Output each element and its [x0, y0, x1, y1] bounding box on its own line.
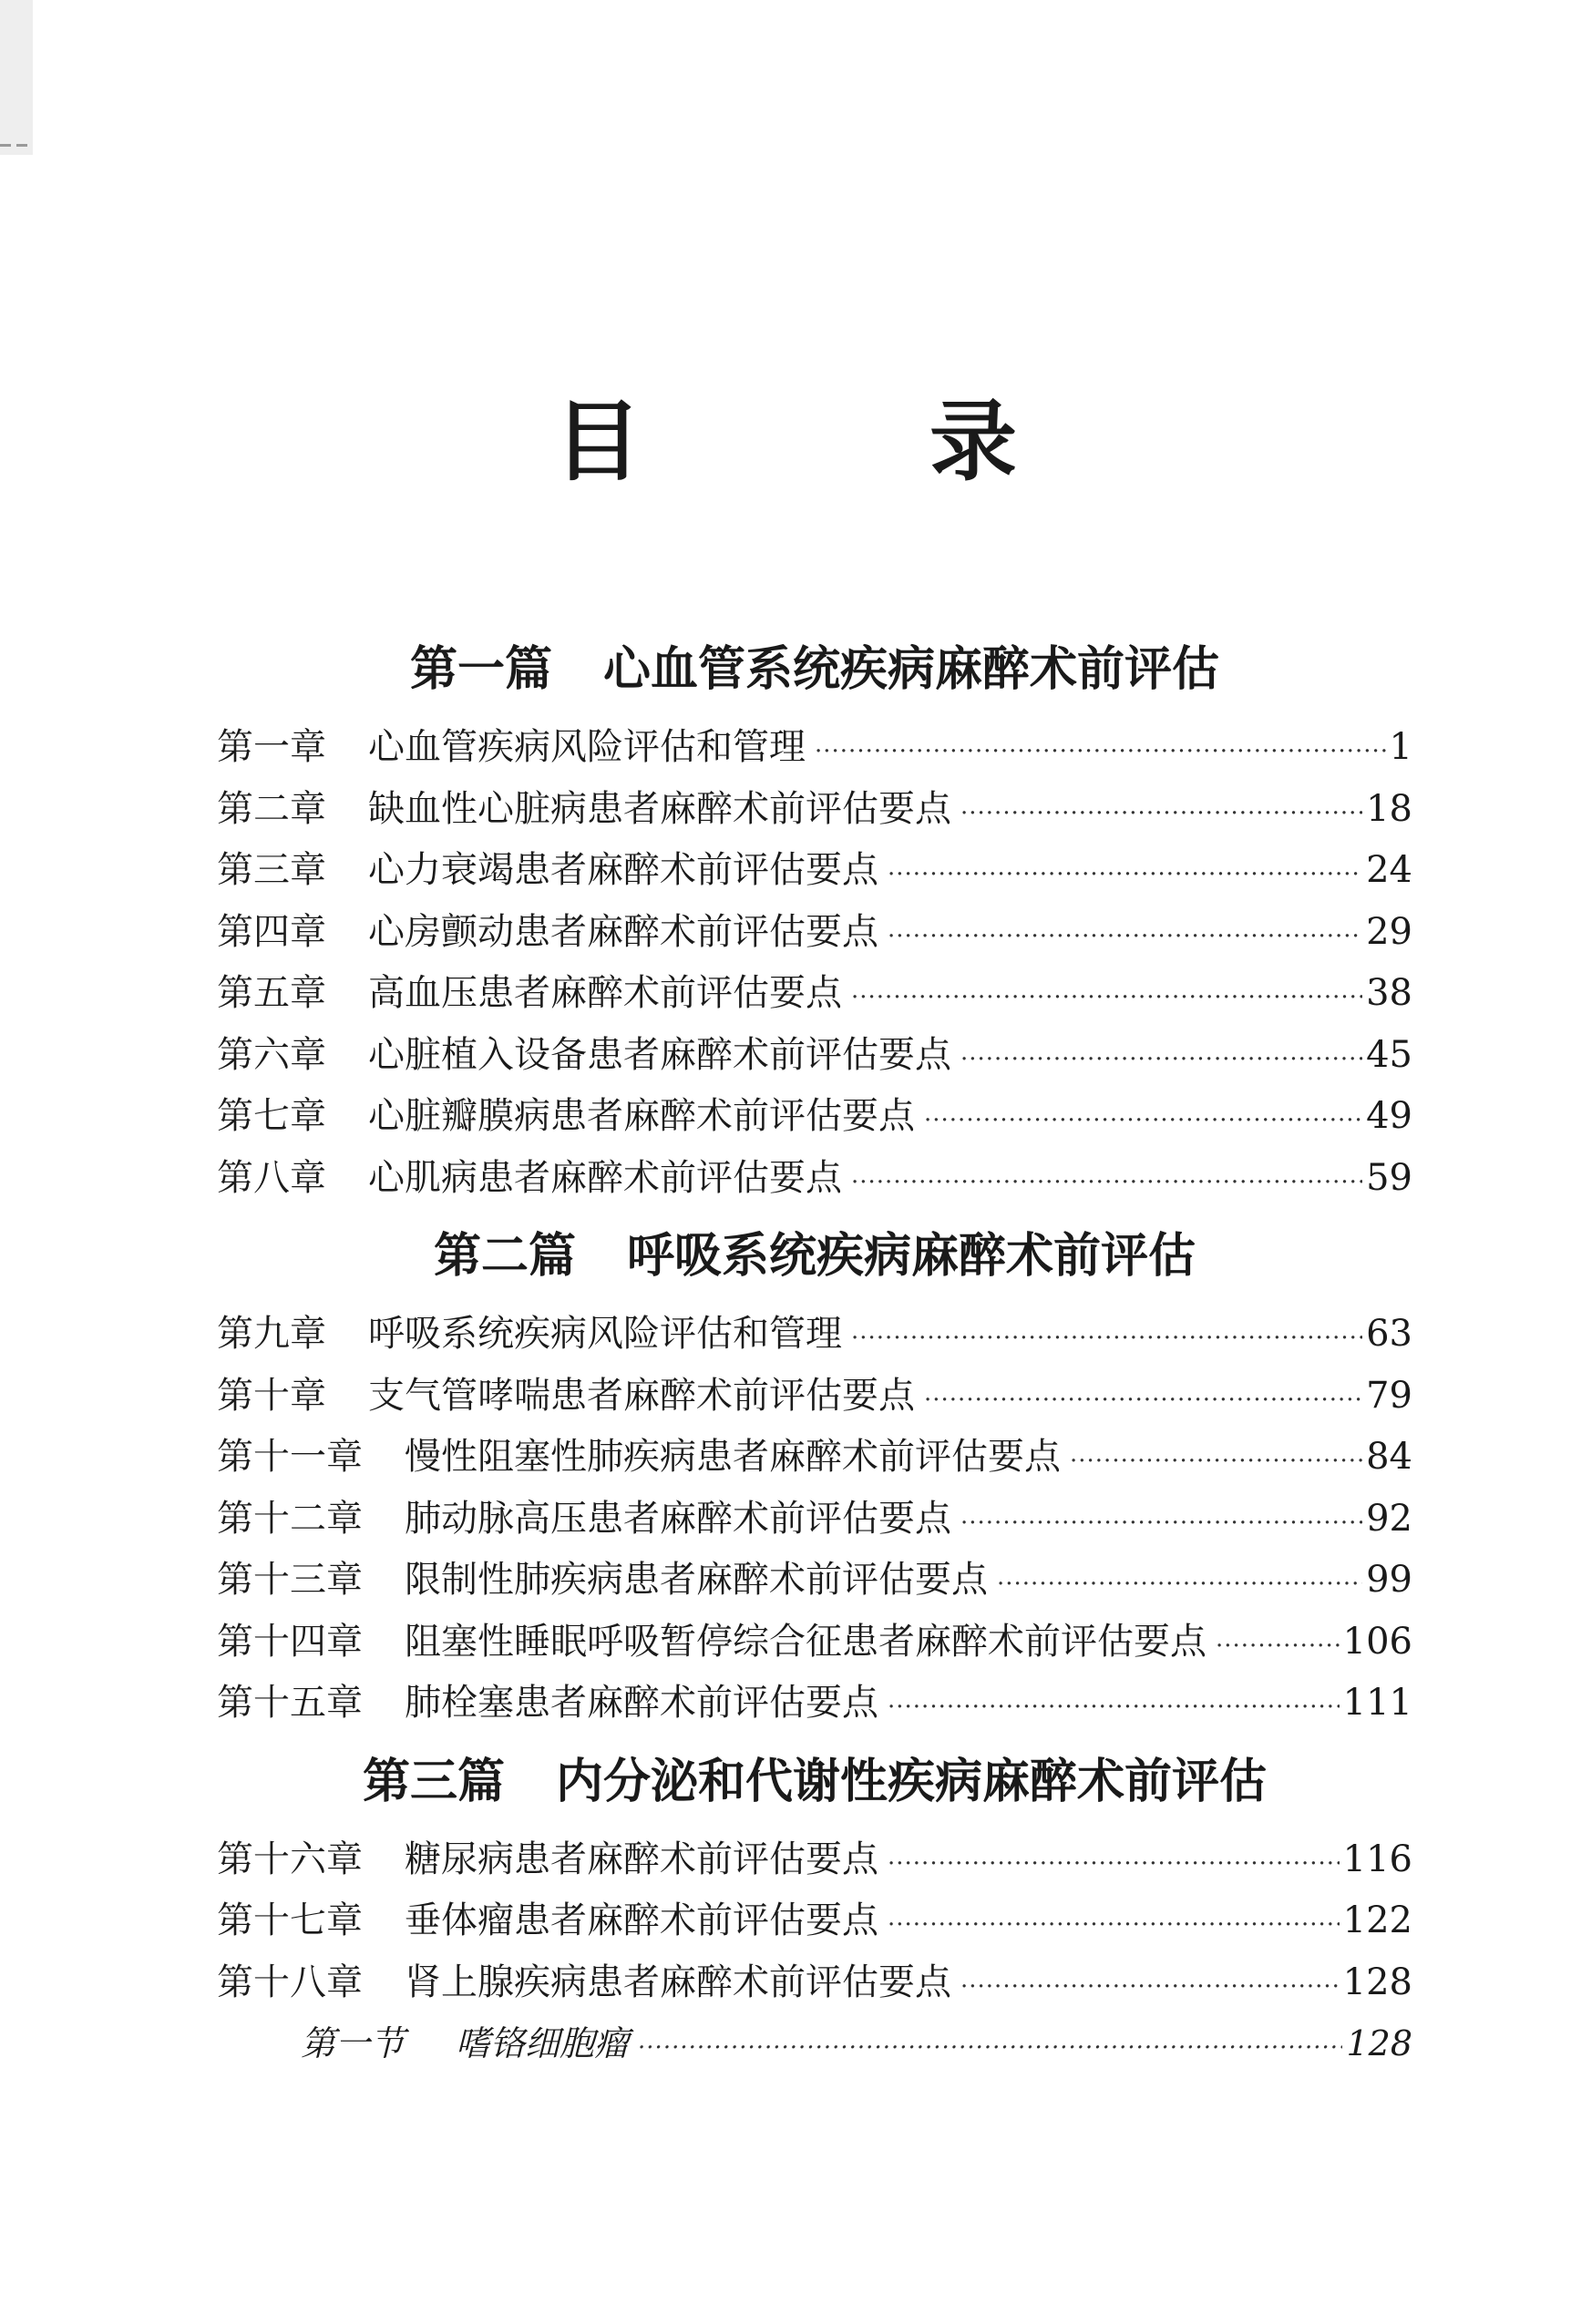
dot-leader [1070, 1431, 1362, 1493]
crop-mark [16, 144, 27, 147]
section-number: 第一节 [301, 2023, 406, 2063]
page-number: 45 [1366, 1033, 1412, 1076]
dot-leader [888, 1895, 1340, 1957]
toc-entry[interactable] [217, 1489, 1412, 1551]
page-number: 38 [1366, 972, 1412, 1014]
chapter-title: 心房颤动患者麻醉术前评估要点 [368, 910, 878, 953]
dot-leader [960, 1957, 1340, 2019]
chapter-title: 心脏瓣膜病患者麻醉术前评估要点 [368, 1095, 915, 1137]
toc-section-entry[interactable] [217, 2013, 1412, 2075]
toc-entry[interactable] [217, 1550, 1412, 1612]
dot-leader [888, 1677, 1340, 1739]
dot-leader [851, 1308, 1362, 1370]
part-title: 内分泌和代谢性疾病麻醉术前评估 [556, 1754, 1268, 1809]
dot-leader [1216, 1616, 1340, 1678]
dot-leader [851, 1152, 1362, 1214]
page-number: 59 [1366, 1156, 1412, 1199]
toc-entry[interactable] [217, 1304, 1412, 1366]
chapter-title: 糖尿病患者麻醉术前评估要点 [405, 1838, 878, 1880]
chapter-number: 第十四章 [217, 1620, 363, 1663]
dot-leader [851, 967, 1362, 1029]
chapter-title: 心肌病患者麻醉术前评估要点 [368, 1156, 842, 1199]
page-number: 24 [1366, 849, 1412, 891]
toc-entry[interactable] [217, 1612, 1412, 1674]
chapter-title: 肾上腺疾病患者麻醉术前评估要点 [405, 1961, 951, 2003]
page-number: 1 [1389, 726, 1412, 768]
page-number: 49 [1366, 1095, 1412, 1137]
toc-entry[interactable] [217, 1025, 1412, 1087]
chapter-number: 第六章 [217, 1033, 326, 1076]
part-number: 第三篇 [362, 1754, 505, 1809]
page-number: 18 [1366, 787, 1412, 830]
page-number: 106 [1342, 1620, 1412, 1663]
dot-leader [888, 845, 1362, 906]
part-number: 第二篇 [433, 1229, 576, 1284]
chapter-title: 限制性肺疾病患者麻醉术前评估要点 [405, 1559, 988, 1601]
page-number: 92 [1366, 1497, 1412, 1540]
page-corner-mark [0, 0, 33, 155]
part-title: 呼吸系统疾病麻醉术前评估 [627, 1229, 1196, 1284]
dot-leader [960, 783, 1362, 845]
toc-entry[interactable] [217, 1148, 1412, 1210]
chapter-title: 肺栓塞患者麻醉术前评估要点 [405, 1682, 878, 1724]
dot-leader [815, 722, 1386, 783]
table-of-contents [217, 622, 1412, 2075]
toc-entry[interactable] [217, 963, 1412, 1025]
dot-leader [960, 1029, 1362, 1091]
page-number: 116 [1342, 1838, 1412, 1880]
toc-entry[interactable] [217, 779, 1412, 841]
chapter-number: 第五章 [217, 972, 326, 1014]
page-number: 111 [1342, 1682, 1412, 1724]
chapter-number: 第四章 [217, 910, 326, 953]
crop-mark [0, 144, 11, 147]
chapter-title: 心血管疾病风险评估和管理 [368, 726, 806, 768]
toc-entry[interactable] [217, 902, 1412, 964]
chapter-title: 缺血性心脏病患者麻醉术前评估要点 [368, 787, 951, 830]
chapter-number: 第三章 [217, 849, 326, 891]
dot-leader [924, 1370, 1362, 1432]
toc-entry[interactable] [217, 1829, 1412, 1891]
chapter-number: 第十五章 [217, 1682, 363, 1724]
section-title: 嗜铬细胞瘤 [456, 2023, 630, 2063]
dot-leader [997, 1554, 1362, 1616]
toc-entry[interactable] [217, 1890, 1412, 1952]
toc-entry[interactable] [217, 1366, 1412, 1428]
page-number: 128 [1342, 1961, 1412, 2003]
toc-entry[interactable] [217, 1086, 1412, 1148]
page-title: 目 录 [554, 391, 1117, 493]
chapter-title: 心脏植入设备患者麻醉术前评估要点 [368, 1033, 951, 1076]
chapter-number: 第十三章 [217, 1559, 363, 1601]
page-number: 122 [1342, 1899, 1412, 1941]
part-heading [217, 622, 1412, 717]
dot-leader [888, 906, 1362, 968]
page-number: 29 [1366, 910, 1412, 953]
dot-leader [960, 1493, 1362, 1555]
part-number: 第一篇 [409, 642, 552, 697]
part-title: 心血管系统疾病麻醉术前评估 [603, 642, 1220, 697]
page-number: 63 [1366, 1313, 1412, 1355]
toc-entry[interactable] [217, 717, 1412, 779]
chapter-number: 第九章 [217, 1313, 326, 1355]
toc-entry[interactable] [217, 840, 1412, 902]
dot-leader [924, 1090, 1362, 1152]
chapter-title: 心力衰竭患者麻醉术前评估要点 [368, 849, 878, 891]
chapter-number: 第十八章 [217, 1961, 363, 2003]
page-number: 84 [1366, 1436, 1412, 1478]
chapter-number: 第七章 [217, 1095, 326, 1137]
chapter-title: 高血压患者麻醉术前评估要点 [368, 972, 842, 1014]
chapter-title: 慢性阻塞性肺疾病患者麻醉术前评估要点 [405, 1436, 1061, 1478]
chapter-number: 第十一章 [217, 1436, 363, 1478]
part-heading [217, 1735, 1412, 1829]
chapter-title: 呼吸系统疾病风险评估和管理 [368, 1313, 842, 1355]
chapter-number: 第八章 [217, 1156, 326, 1199]
chapter-title: 阻塞性睡眠呼吸暂停综合征患者麻醉术前评估要点 [405, 1620, 1206, 1663]
chapter-title: 垂体瘤患者麻醉术前评估要点 [405, 1899, 878, 1941]
chapter-number: 第一章 [217, 726, 326, 768]
part-heading [217, 1209, 1412, 1304]
toc-entry[interactable] [217, 1427, 1412, 1489]
toc-entry[interactable] [217, 1952, 1412, 2014]
page-number: 99 [1366, 1559, 1412, 1601]
chapter-number: 第二章 [217, 787, 326, 830]
dot-leader [888, 1834, 1340, 1896]
chapter-number: 第十六章 [217, 1838, 363, 1880]
chapter-number: 第十二章 [217, 1497, 363, 1540]
chapter-number: 第十章 [217, 1374, 326, 1417]
dot-leader [638, 2018, 1342, 2080]
chapter-title: 支气管哮喘患者麻醉术前评估要点 [368, 1374, 915, 1417]
chapter-number: 第十七章 [217, 1899, 363, 1941]
chapter-title: 肺动脉高压患者麻醉术前评估要点 [405, 1497, 951, 1540]
page-number: 79 [1366, 1374, 1412, 1417]
toc-entry[interactable] [217, 1673, 1412, 1735]
page-number: 128 [1346, 2023, 1412, 2063]
